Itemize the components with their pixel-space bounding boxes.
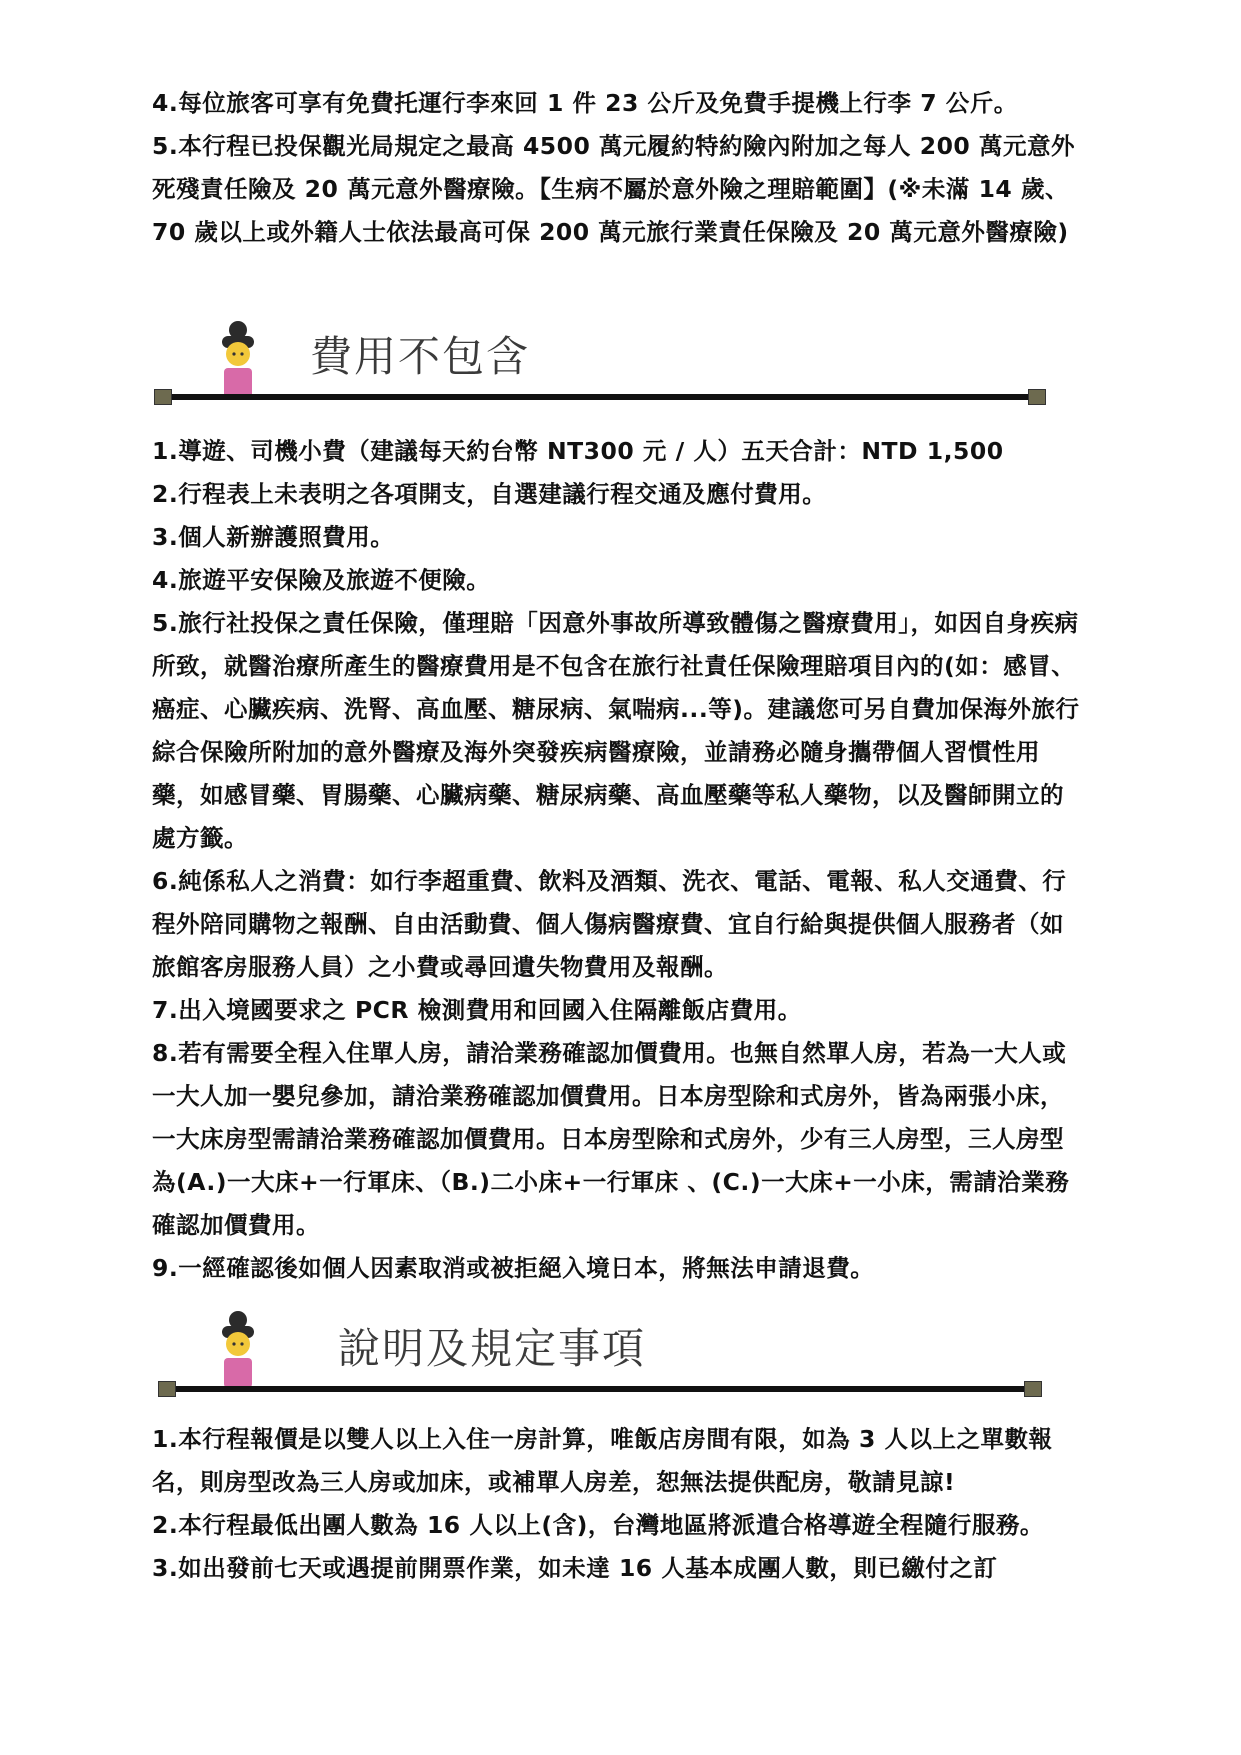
list-item: 5.本行程已投保觀光局規定之最高 4500 萬元履約特約險內附加之每人 200 萬元意外死殘責任險及 20 萬元意外醫療險。【生病不屬於意外險之理賠範圍】(※未滿 14 歲、70 歲以上或外籍人士依法最高可保 200 萬元旅行業責任保險及 20 萬元意外醫療險) — [152, 132, 1075, 246]
list-item: 8.若有需要全程入住單人房，請洽業務確認加價費用。也無自然單人房，若為一大人或一大人加一嬰兒參加，請洽業務確認加價費用。日本房型除和式房外，皆為兩張小床，一大床房型需請洽業務確認加價費用。日本房型除和式房外，少有三人房型，三人房型為(A.)一大床+一行軍床、（B.)二小床+一行軍床 、(C.)一大床+一小床，需請洽業務確認加價費用。 — [152, 1039, 1070, 1239]
list-item: 4.每位旅客可享有免費托運行李來回 1 件 23 公斤及免費手提機上行李 7 公斤。 — [152, 89, 1018, 117]
divider-cap — [1028, 389, 1046, 405]
divider-cap — [158, 1381, 176, 1397]
excluded-list — [152, 430, 1082, 1290]
woman-figure-icon — [208, 320, 268, 400]
included-items-continued — [152, 82, 1082, 254]
section-title: 說明及規定事項 — [338, 1324, 647, 1373]
section-title: 費用不包含 — [310, 332, 531, 381]
list-item: 4.旅遊平安保險及旅遊不便險。 — [152, 566, 491, 594]
list-item: 5.旅行社投保之責任保險，僅理賠「因意外事故所導致體傷之醫療費用」，如因自身疾病所致，就醫治療所產生的醫療費用是不包含在旅行社責任保險理賠項目內的(如：感冒、癌症、心臟疾病、洗腎、高血壓、糖尿病、氣喘病...等)。建議您可另自費加保海外旅行綜合保險所附加的意外醫療及海外突發疾病醫療險，並請務必隨身攜帶個人習慣性用藥，如感冒藥、胃腸藥、心臟病藥、糖尿病藥、高血壓藥等私人藥物，以及醫師開立的處方籤。 — [152, 609, 1080, 852]
list-item: 1.本行程報價是以雙人以上入住一房計算，唯飯店房間有限，如為 3 人以上之單數報名，則房型改為三人房或加床，或補單人房差，恕無法提供配房，敬請見諒! — [152, 1425, 1053, 1496]
list-item: 2.本行程最低出團人數為 16 人以上(含)，台灣地區將派遣合格導遊全程隨行服務。 — [152, 1511, 1044, 1539]
list-item: 1.導遊、司機小費（建議每天約台幣 NT300 元 / 人）五天合計：NTD 1,500 — [152, 437, 1004, 465]
list-item: 3.個人新辦護照費用。 — [152, 523, 395, 551]
woman-figure-icon — [208, 1310, 268, 1390]
divider-cap — [154, 389, 172, 405]
list-item: 2.行程表上未表明之各項開支，自選建議行程交通及應付費用。 — [152, 480, 827, 508]
rules-list — [152, 1418, 1082, 1590]
divider-cap — [1024, 1381, 1042, 1397]
list-item: 3.如出發前七天或遇提前開票作業，如未達 16 人基本成團人數，則已繳付之訂 — [152, 1554, 998, 1582]
divider — [160, 1386, 1040, 1392]
list-item: 6.純係私人之消費：如行李超重費、飲料及酒類、洗衣、電話、電報、私人交通費、行程外陪同購物之報酬、自由活動費、個人傷病醫療費、宜自行給與提供個人服務者（如旅館客房服務人員）之小費或尋回遺失物費用及報酬。 — [152, 867, 1067, 981]
list-item: 7.出入境國要求之 PCR 檢測費用和回國入住隔離飯店費用。 — [152, 996, 802, 1024]
list-item: 9.一經確認後如個人因素取消或被拒絕入境日本，將無法申請退費。 — [152, 1254, 875, 1282]
divider — [160, 394, 1040, 400]
section-header-rules — [160, 1310, 1040, 1400]
section-header-excluded — [160, 320, 1040, 410]
